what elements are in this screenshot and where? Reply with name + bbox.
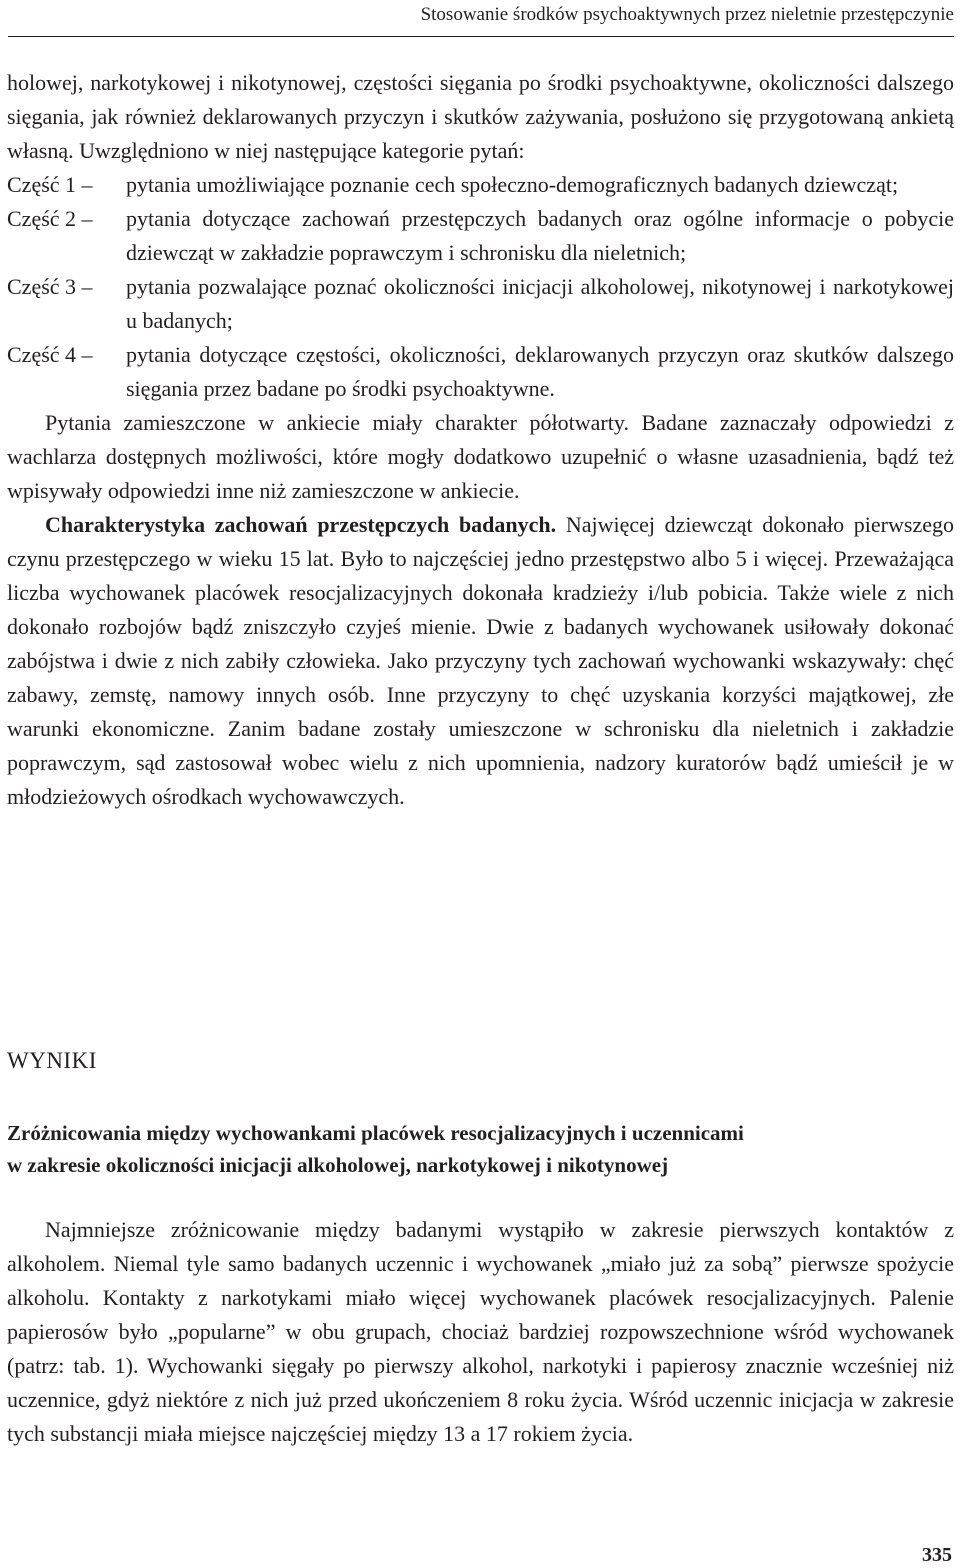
part-label: Część 4 –: [7, 342, 93, 367]
part-label: Część 2 –: [7, 206, 93, 231]
part-item-3: [7, 270, 954, 338]
subheading-line-1: Zróżnicowania między wychowankami placówek resocjalizacyjnych i uczennicami: [7, 1121, 744, 1145]
questions-paragraph: Pytania zamieszczone w ankiecie miały charakter półotwarty. Badane zaznaczały odpowiedzi z wachlarza dostępnych możliwości, które mogły dodatkowo uzupełnić o własne uzasadnienia, bądź też wpisywały odpowiedzi inne niż zamieszczone w ankiecie.: [7, 410, 954, 503]
part-text: pytania umożliwiające poznanie cech społeczno-demograficznych badanych dziewcząt;: [126, 172, 899, 197]
part-item-2: [7, 202, 954, 270]
part-label: Część 3 –: [7, 274, 93, 299]
part-text: pytania dotyczące zachowań przestępczych badanych oraz ogólne informacje o pobycie dziewcząt w zakładzie poprawczym i schronisku dla nieletnich;: [126, 206, 954, 265]
part-label: Część 1 –: [7, 172, 93, 197]
part-text: pytania pozwalające poznać okoliczności inicjacji alkoholowej, nikotynowej i narkotykowej u badanych;: [126, 274, 954, 333]
characteristics-lead: Charakterystyka zachowań przestępczych badanych.: [45, 512, 557, 537]
subheading-line-2: w zakresie okoliczności inicjacji alkoholowej, narkotykowej i nikotynowej: [7, 1153, 669, 1177]
main-text: [7, 66, 954, 814]
section-heading: WYNIKI: [7, 1048, 97, 1073]
results-subheading: [7, 1117, 954, 1181]
intro-paragraph: holowej, narkotykowej i nikotynowej, częstości sięgania po środki psychoaktywne, okoliczności dalszego sięgania, jak również deklarowanych przyczyn i skutków zażywania, posłużono się przygotowaną ankietą własną. Uwzględniono w niej następujące kategorie pytań:: [7, 70, 954, 163]
running-title: Stosowanie środków psychoaktywnych przez nieletnie przestępczynie: [420, 4, 954, 25]
running-header: [8, 0, 954, 37]
part-text: pytania dotyczące częstości, okoliczności, deklarowanych przyczyn oraz skutków dalszego sięgania przez badane po środki psychoaktywne.: [126, 342, 954, 401]
results-paragraph: Najmniejsze zróżnicowanie między badanymi wystąpiło w zakresie pierwszych kontaktów z alkoholem. Niemal tyle samo badanych uczennic i wychowanek „miało już za sobą” pierwsze spożycie alkoholu. Kontakty z narkotykami miało więcej wychowanek placówek resocjalizacyjnych. Palenie papierosów było „popularne” w obu grupach, chociaż bardziej rozpowszechnione wśród wychowanek (patrz: tab. 1). Wychowanki sięgały po pierwszy alkohol, narkotyki i papierosy znacznie wcześniej niż uczennice, gdyż niektóre z nich już przed ukończeniem 8 roku życia. Wśród uczennic inicjacja w zakresie tych substancji miała miejsce najczęściej między 13 a 17 rokiem życia.: [7, 1217, 954, 1446]
characteristics-text: Najwięcej dziewcząt dokonało pierwszego czynu przestępczego w wieku 15 lat. Było to najczęściej jedno przestępstwo albo 5 i więcej. Przeważająca liczba wychowanek placówek resocjalizacyjnych dokonała kradzieży i/lub pobicia. Także wiele z nich dokonało rozbojów bądź zniszczyło czyjeś mienie. Dwie z badanych wychowanek usiłowały dokonać zabójstwa i dwie z nich zabiły człowieka. Jako przyczyny tych zachowań wychowanki wskazywały: chęć zabawy, zemstę, namowy innych osób. Inne przyczyny to chęć uzyskania korzyści majątkowej, złe warunki ekonomiczne. Zanim badane zostały umieszczone w schronisku dla nieletnich i zakładzie poprawczym, sąd zastosował wobec wielu z nich upomnienia, nadzory kuratorów bądź umieścił je w młodzieżowych ośrodkach wychowawczych.: [7, 512, 954, 809]
part-item-1: [7, 168, 954, 202]
part-item-4: [7, 338, 954, 406]
page-number: 335: [922, 1544, 952, 1566]
characteristics-paragraph: [7, 508, 954, 814]
results-text: [7, 1213, 954, 1451]
